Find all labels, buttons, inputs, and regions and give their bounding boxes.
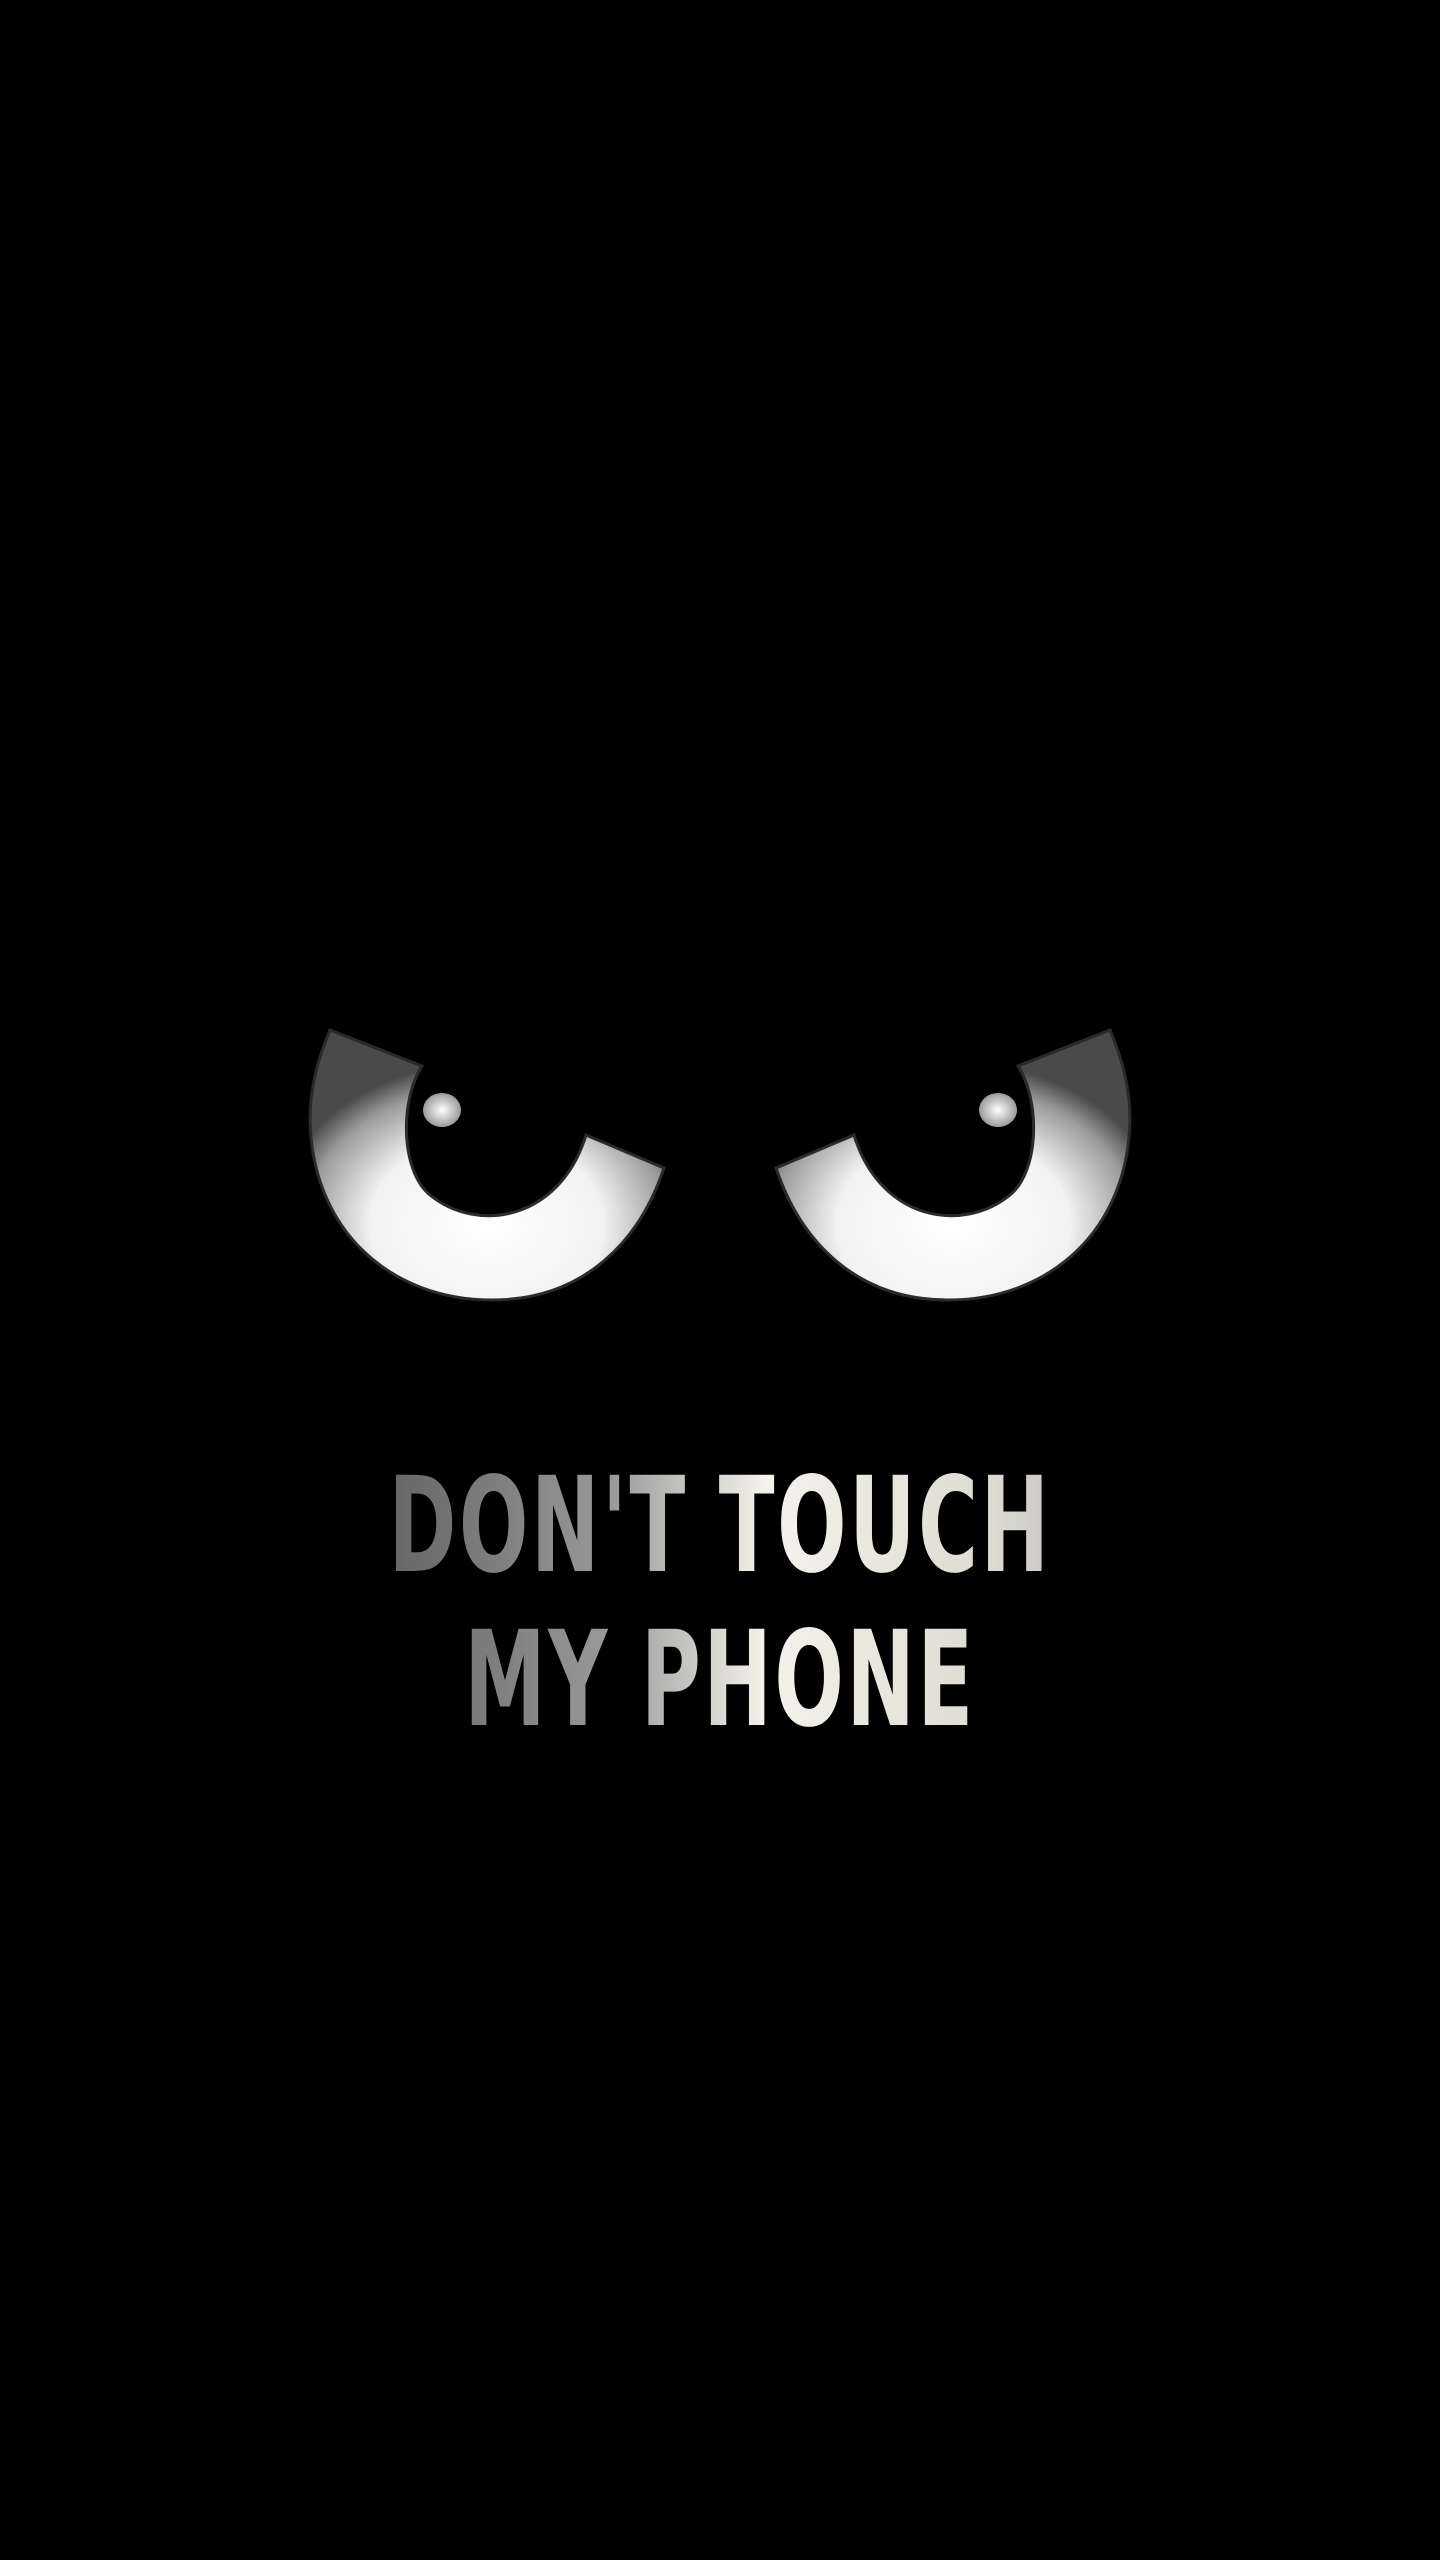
right-eye-crescent bbox=[776, 1030, 1130, 1300]
right-eye bbox=[776, 1030, 1130, 1300]
left-eye-crescent bbox=[310, 1030, 664, 1300]
slogan-line-2: MY PHONE bbox=[274, 1614, 1167, 1746]
left-eye-highlight bbox=[423, 1093, 461, 1127]
left-eye bbox=[310, 1030, 664, 1300]
slogan-line-1: DON'T TOUCH bbox=[274, 1460, 1167, 1592]
right-eye-highlight bbox=[979, 1093, 1017, 1127]
